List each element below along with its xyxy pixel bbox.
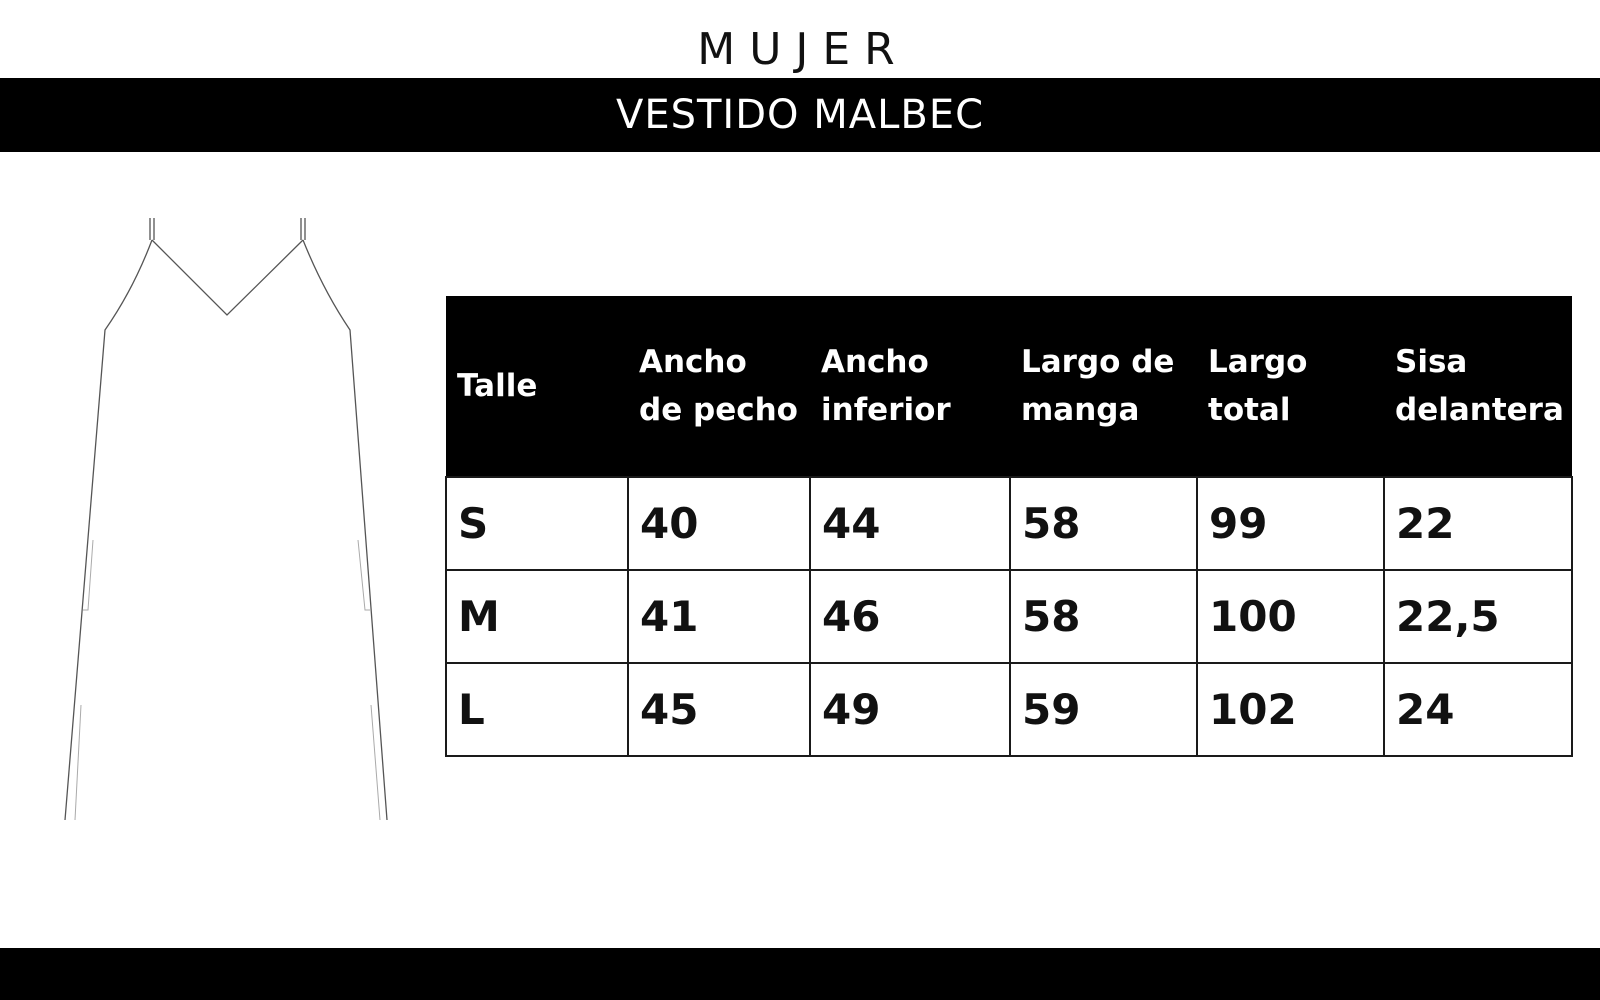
table-cell: 100 [1197,570,1384,663]
column-header-ancho-inferior: Ancho inferior [810,296,1010,477]
table-cell: 58 [1010,477,1197,570]
table-cell: 22,5 [1384,570,1572,663]
column-header-largo-total: Largo total [1197,296,1384,477]
table-cell: 58 [1010,570,1197,663]
column-header-talle: Talle [446,296,628,477]
table-row [446,570,1572,663]
table-cell: 59 [1010,663,1197,756]
table-row [446,663,1572,756]
column-header-ancho-pecho: Ancho de pecho [628,296,810,477]
table-cell: 49 [810,663,1010,756]
table-cell: 24 [1384,663,1572,756]
table-cell: 22 [1384,477,1572,570]
dress-outline-icon [55,210,405,830]
table-header-row [446,296,1572,477]
product-title: VESTIDO MALBEC [615,92,985,138]
table-cell: 46 [810,570,1010,663]
footer-bar [0,948,1600,1000]
table-cell: L [446,663,628,756]
category-title: MUJER [697,24,909,75]
table-cell: 45 [628,663,810,756]
table-cell: 41 [628,570,810,663]
table-cell: 99 [1197,477,1384,570]
table-cell: S [446,477,628,570]
table-row [446,477,1572,570]
table-cell: M [446,570,628,663]
column-header-largo-manga: Largo de manga [1010,296,1197,477]
table-cell: 44 [810,477,1010,570]
table-cell: 40 [628,477,810,570]
dress-outline [65,218,387,820]
size-table [445,296,1573,757]
product-banner [0,78,1600,152]
column-header-sisa-delantera: Sisa delantera [1384,296,1572,477]
table-cell: 102 [1197,663,1384,756]
